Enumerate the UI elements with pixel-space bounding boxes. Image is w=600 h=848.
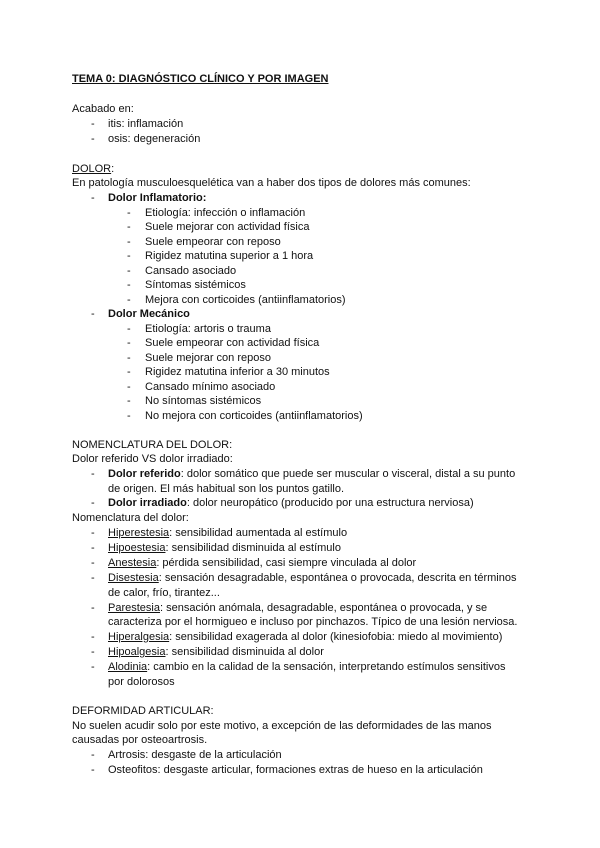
list-item: itis: inflamación (108, 118, 184, 130)
referido-text: : dolor somático que puede ser muscular o visceral, distal a su punto (180, 468, 516, 480)
list-item: Etiología: infección o inflamación (145, 207, 306, 219)
list-item: Artrosis: desgaste de la articulación (108, 749, 282, 761)
list-item: Cansado mínimo asociado (145, 381, 276, 393)
list-item: Rigidez matutina inferior a 30 minutos (145, 366, 330, 378)
term-definition: : sensación anómala, desagradable, espontánea o provocada, y se (159, 602, 488, 614)
deformidad-heading: DEFORMIDAD ARTICULAR: (72, 705, 214, 717)
term-item (108, 660, 505, 674)
dolor-intro: En patología musculoesquelética van a haber dos tipos de dolores más comunes: (72, 177, 471, 189)
term-label: Anestesia (108, 557, 157, 569)
term-definition: : cambio en la calidad de la sensación, interpretando estímulos sensitivos (147, 661, 506, 673)
nomenclatura-heading: NOMENCLATURA DEL DOLOR: (72, 439, 233, 451)
nomenclatura-subheading: Nomenclatura del dolor: (72, 512, 189, 524)
bullet-dash: - (127, 236, 131, 248)
referido-vs-irradiado: Dolor referido VS dolor irradiado: (72, 453, 233, 465)
bullet-dash: - (91, 764, 95, 776)
dolor-heading-colon: : (111, 163, 115, 175)
bullet-dash: - (91, 602, 95, 614)
term-item (108, 556, 416, 570)
dolor-inflamatorio-label: Dolor Inflamatorio: (108, 192, 207, 204)
irradiado-text: : dolor neuropático (producido por una estructura nerviosa) (186, 497, 474, 509)
bullet-dash: - (91, 192, 95, 204)
dolor-heading-line (72, 162, 114, 176)
term-item (108, 571, 516, 585)
term-label: Hipoalgesia (108, 646, 166, 658)
dolor-mecanico-label: Dolor Mecánico (108, 308, 190, 320)
page-title: TEMA 0: DIAGNÓSTICO CLÍNICO Y POR IMAGEN (72, 73, 329, 85)
irradiado-line (108, 496, 474, 510)
term-label: Hiperestesia (108, 527, 170, 539)
referido-label: Dolor referido (108, 468, 181, 480)
bullet-dash: - (127, 381, 131, 393)
bullet-dash: - (127, 352, 131, 364)
list-item: osis: degeneración (108, 133, 201, 145)
bullet-dash: - (91, 557, 95, 569)
bullet-dash: - (91, 308, 95, 320)
list-item: Suele mejorar con reposo (145, 352, 271, 364)
acabado-heading: Acabado en: (72, 103, 134, 115)
bullet-dash: - (127, 410, 131, 422)
bullet-dash: - (91, 646, 95, 658)
bullet-dash: - (127, 207, 131, 219)
deformidad-text-1: No suelen acudir solo por este motivo, a excepción de las deformidades de las manos (72, 720, 492, 732)
bullet-dash: - (127, 323, 131, 335)
bullet-dash: - (127, 366, 131, 378)
term-label: Hipoestesia (108, 542, 166, 554)
bullet-dash: - (91, 661, 95, 673)
term-definition: : sensación desagradable, espontánea o provocada, descrita en términos (158, 572, 517, 584)
bullet-dash: - (127, 265, 131, 277)
bullet-dash: - (91, 542, 95, 554)
list-item: No síntomas sistémicos (145, 395, 262, 407)
bullet-dash: - (91, 497, 95, 509)
term-definition-continued: de calor, frío, tirantez... (108, 587, 220, 599)
list-item: Etiología: artoris o trauma (145, 323, 271, 335)
term-label: Parestesia (108, 602, 160, 614)
bullet-dash: - (127, 395, 131, 407)
term-definition: : pérdida sensibilidad, casi siempre vinculada al dolor (156, 557, 417, 569)
term-item (108, 601, 487, 615)
bullet-dash: - (91, 527, 95, 539)
list-item: No mejora con corticoides (antiinflamatorios) (145, 410, 363, 422)
dolor-heading: DOLOR (72, 163, 112, 175)
list-item: Suele mejorar con actividad física (145, 221, 310, 233)
term-label: Disestesia (108, 572, 159, 584)
term-definition-continued: caracteriza por el hormigueo e incluso por pinchazos. Típico de una lesión nerviosa. (108, 616, 518, 628)
term-item (108, 645, 324, 659)
list-item: Rigidez matutina superior a 1 hora (145, 250, 314, 262)
bullet-dash: - (127, 337, 131, 349)
term-definition: : sensibilidad exagerada al dolor (kinesiofobia: miedo al movimiento) (169, 631, 503, 643)
term-definition: : sensibilidad disminuida al dolor (165, 646, 324, 658)
bullet-dash: - (127, 279, 131, 291)
bullet-dash: - (91, 468, 95, 480)
bullet-dash: - (91, 749, 95, 761)
term-definition-continued: por dolorosos (108, 676, 175, 688)
list-item: Síntomas sistémicos (145, 279, 246, 291)
list-item: Suele empeorar con actividad física (145, 337, 320, 349)
referido-line-1 (108, 467, 515, 481)
bullet-dash: - (91, 572, 95, 584)
term-item (108, 541, 341, 555)
irradiado-label: Dolor irradiado (108, 497, 187, 509)
list-item: Osteofitos: desgaste articular, formaciones extras de hueso en la articulación (108, 764, 483, 776)
deformidad-text-2: causadas por osteoartrosis. (72, 734, 208, 746)
term-item (108, 526, 347, 540)
term-label: Alodinia (108, 661, 148, 673)
referido-line-2: de origen. El más habitual son los puntos gatillo. (108, 483, 345, 495)
bullet-dash: - (127, 294, 131, 306)
bullet-dash: - (91, 118, 95, 130)
bullet-dash: - (127, 221, 131, 233)
bullet-dash: - (91, 133, 95, 145)
list-item: Cansado asociado (145, 265, 237, 277)
bullet-dash: - (91, 631, 95, 643)
term-definition: : sensibilidad disminuida al estímulo (165, 542, 341, 554)
bullet-dash: - (127, 250, 131, 262)
list-item: Suele empeorar con reposo (145, 236, 281, 248)
term-definition: : sensibilidad aumentada al estímulo (169, 527, 348, 539)
term-label: Hiperalgesia (108, 631, 170, 643)
list-item: Mejora con corticoides (antiinflamatorios) (145, 294, 346, 306)
term-item (108, 630, 502, 644)
